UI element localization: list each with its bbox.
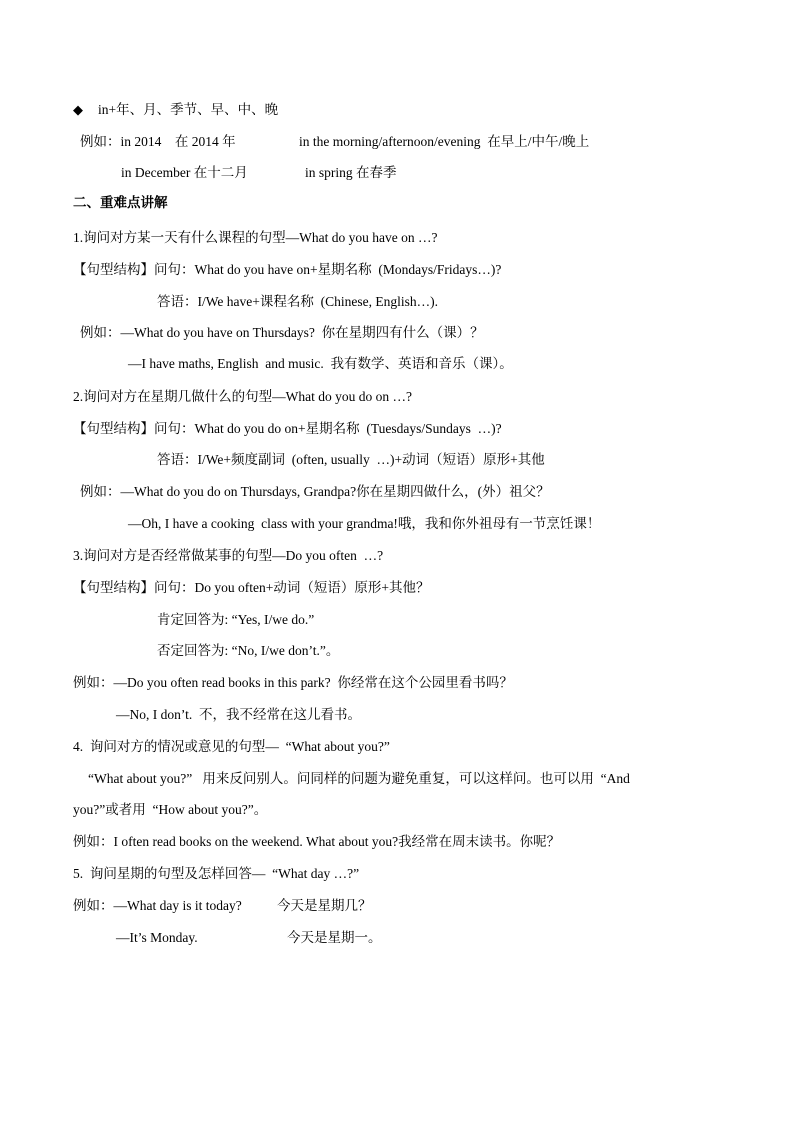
pattern-2-answer: 答语：I/We+频度副词 (often, usually …)+动词（短语）原形+其他: [157, 452, 545, 467]
pattern-3-example-q: 例如：—Do you often read books in this park? 你经常在这个公园里看书吗？: [73, 675, 513, 690]
pattern-1-title: 1.询问对方某一天有什么课程的句型—What do you have on …?: [73, 230, 438, 245]
example-in-spring: in spring 在春季: [305, 165, 397, 180]
pattern-3-negative: 否定回答为: “No, I/we don’t.”。: [157, 643, 340, 658]
pattern-3-example-a: —No, I don’t. 不，我不经常在这儿看书。: [116, 707, 361, 722]
example-in-morning: in the morning/afternoon/evening 在早上/中午/晚上: [299, 134, 590, 149]
pattern-5-example-a: —It’s Monday.: [116, 930, 198, 945]
example-in-december: in December 在十二月: [121, 165, 248, 180]
pattern-1-structure: 【句型结构】问句：What do you have on+星期名称 (Mondays/Fridays…)?: [73, 262, 502, 277]
pattern-5-title: 5. 询问星期的句型及怎样回答— “What day …?”: [73, 866, 360, 881]
pattern-2-example-q: 例如：—What do you do on Thursdays, Grandpa?你在星期四做什么，(外）祖父？: [80, 484, 550, 499]
pattern-4-desc-1: “What about you?” 用来反问别人。问同样的问题为避免重复，可以这样问。也可以用 “And: [88, 771, 630, 786]
pattern-1-answer: 答语：I/We have+课程名称 (Chinese, English…).: [157, 294, 438, 309]
pattern-5-example-q-cn: 今天是星期几？: [277, 898, 372, 913]
pattern-3-positive: 肯定回答为: “Yes, I/we do.”: [157, 612, 315, 627]
pattern-4-title: 4. 询问对方的情况或意见的句型— “What about you?”: [73, 739, 390, 754]
pattern-2-structure: 【句型结构】问句：What do you do on+星期名称 (Tuesdays/Sundays …)?: [73, 421, 502, 436]
pattern-1-example-q: 例如：—What do you have on Thursdays? 你在星期四有什么（课）？: [80, 325, 484, 340]
pattern-5-example-a-cn: 今天是星期一。: [287, 930, 382, 945]
pattern-2-title: 2.询问对方在星期几做什么的句型—What do you do on …?: [73, 389, 412, 404]
pattern-2-example-a: —Oh, I have a cooking class with your grandma!哦，我和你外祖母有一节烹饪课！: [128, 516, 601, 531]
example-in-2014: 例如：in 2014 在 2014 年: [80, 134, 236, 149]
pattern-5-example-q: 例如：—What day is it today?: [73, 898, 242, 913]
pattern-3-title: 3.询问对方是否经常做某事的句型—Do you often …?: [73, 548, 384, 563]
pattern-4-desc-2: you?”或者用 “How about you?”。: [73, 802, 268, 817]
pattern-4-example: 例如：I often read books on the weekend. What about you?我经常在周末读书。你呢？: [73, 834, 561, 849]
bullet-diamond-icon: ◆: [73, 102, 83, 117]
pattern-1-example-a: —I have maths, English and music. 我有数学、英语和音乐（课）。: [128, 356, 513, 371]
section-heading: 二、重难点讲解: [73, 195, 168, 210]
pattern-3-structure: 【句型结构】问句：Do you often+动词（短语）原形+其他？: [73, 580, 430, 595]
rule-in-heading: in+年、月、季节、早、中、晚: [98, 102, 279, 117]
